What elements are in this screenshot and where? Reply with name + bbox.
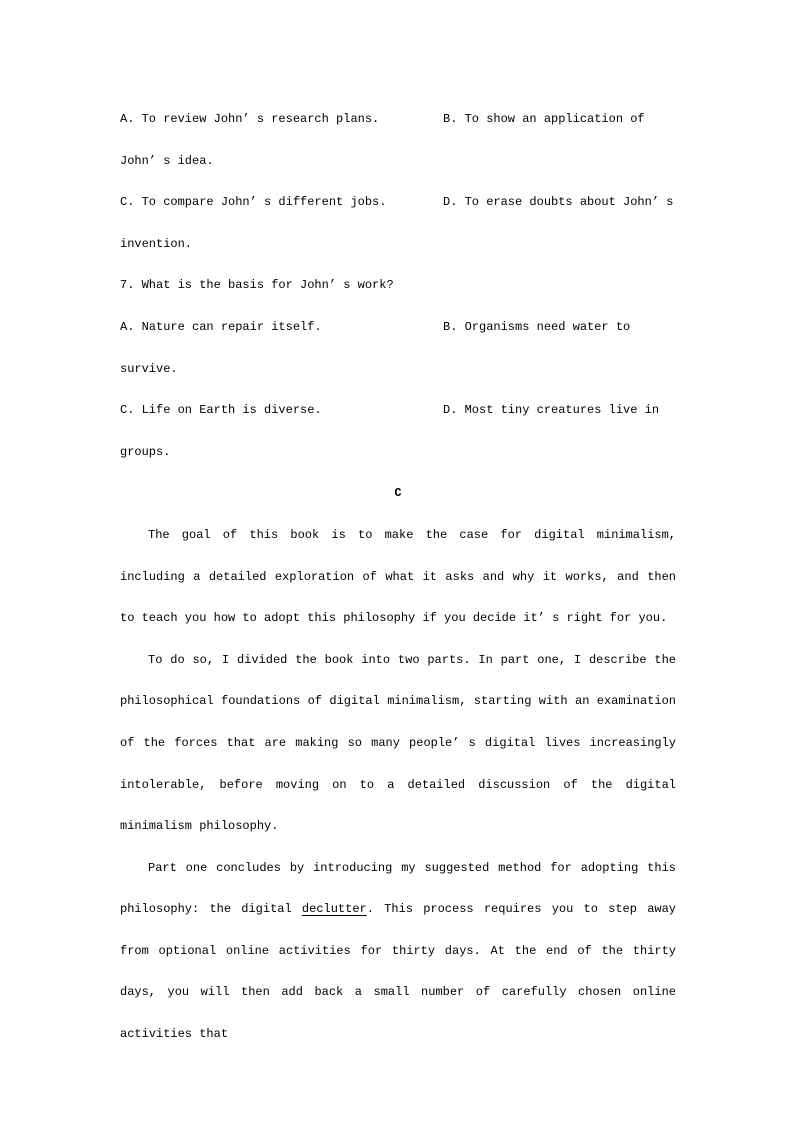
option-text: C. Life on Earth is diverse. [120, 403, 322, 418]
option-text: D. Most tiny creatures live in [443, 403, 660, 418]
option-text: invention. [120, 236, 193, 251]
document-content [120, 99, 676, 1056]
question-text: 7. What is the basis for John’ s work? [120, 278, 394, 293]
option-text: B. To show an application of [443, 112, 645, 126]
option-row [120, 182, 676, 224]
option-row [120, 307, 676, 349]
passage-text: . This process requires you to step away from optional online activities for thirty days. At the end of the thirty days, you will then add back a small number of carefully chosen online activities that [120, 902, 676, 1042]
option-row [120, 224, 676, 266]
section-heading: C [394, 486, 402, 501]
option-text: A. To review John’ s research plans. [120, 112, 380, 126]
option-text: groups. [120, 444, 171, 459]
option-text: D. To erase doubts about John’ s [443, 195, 674, 210]
option-text: C. To compare John’ s different jobs. [120, 195, 387, 210]
option-row [120, 432, 676, 474]
option-text: A. Nature can repair itself. [120, 319, 322, 334]
option-row [120, 141, 676, 183]
option-text: B. Organisms need water to [443, 319, 631, 334]
option-row [120, 99, 676, 141]
passage-paragraph: To do so, I divided the book into two parts. In part one, I describe the philosophical foundations of digital minimalism, starting with an examination of the forces that are making so many people’ s digital lives increasingly intolerable, before moving on to a detailed discussion of the digital minimalism philosophy. [120, 652, 676, 834]
option-text: John’ s idea. [120, 153, 214, 168]
passage-text: Part one concludes by introducing my suggested method for adopting this philosophy: the digital [120, 860, 676, 917]
passage-paragraph: The goal of this book is to make the case for digital minimalism, including a detailed exploration of what it asks and why it works, and then to teach you how to adopt this philosophy if you decide it’ s right for you. [120, 527, 676, 626]
option-text: survive. [120, 361, 178, 376]
question-row [120, 265, 676, 307]
option-row [120, 390, 676, 432]
underlined-term: declutter [301, 902, 367, 917]
passage-paragraph [120, 848, 676, 1056]
option-row [120, 349, 676, 391]
